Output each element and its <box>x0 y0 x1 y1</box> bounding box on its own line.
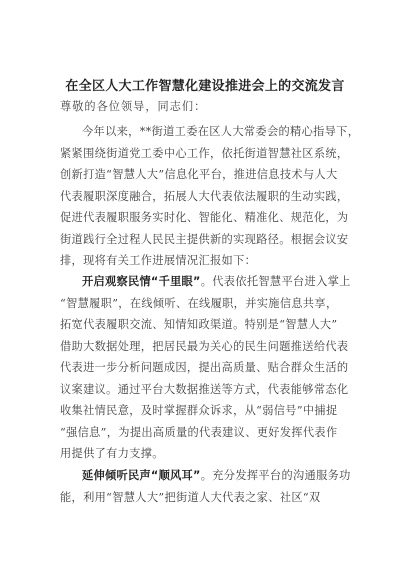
page-title: 在全区人大工作智慧化建设推进会上的交流发言 <box>65 79 345 94</box>
paragraph-line: 紧紧围绕街道党工委中心工作，依托街道智慧社区系统， <box>60 146 349 160</box>
section-1-first-line <box>60 271 360 293</box>
section-2-paragraph <box>60 465 360 508</box>
paragraph-line: 用提供了有力支撑。 <box>60 447 164 460</box>
paragraph-line: 收集社情民意，及时掌握群众诉求，从“弱信号”中捕捉 <box>60 404 338 417</box>
section-1-paragraph <box>60 271 360 465</box>
paragraph-line: 促进代表履职服务实时化、智能化、精准化、规范化，为 <box>60 211 349 224</box>
paragraph-line: 能，利用“智慧人大”把街道人大代表之家、社区“双 <box>60 490 321 504</box>
paragraph-line: 议案建议。通过平台大数据推送等方式，代表能够常态化 <box>60 382 349 396</box>
section-2-heading: 延伸倾听民声“顺风耳” <box>82 469 201 482</box>
paragraph-line: 代表进一步分析问题成因，提出高质量、贴合群众生活的 <box>60 361 349 374</box>
paragraph-line: 创新打造“智慧人大”信息化平台，推进信息技术与人大 <box>60 168 338 181</box>
paragraph-line: “强信息”，为提出高质量的代表建议、更好发挥代表作 <box>60 425 338 439</box>
intro-paragraph <box>60 121 360 272</box>
paragraph-line: 拓宽代表履职交流、知情知政渠道。特别是“智慧人大” <box>60 318 338 331</box>
paragraph-line: 今年以来，**街道工委在区人大常委会的精心指导下， <box>82 125 360 138</box>
paragraph-line: 借助大数据处理，把居民最为关心的民生问题推送给代表 <box>60 339 349 353</box>
salutation: 尊敬的各位领导，同志们： <box>60 100 207 113</box>
section-1-first-line-text: 。代表依托智慧平台进入掌上 <box>200 275 351 288</box>
paragraph-line: “智慧履职”，在线倾听、在线履职，并实施信息共享， <box>60 296 338 310</box>
paragraph-line: 街道践行全过程人民民主提供新的实现路径。根据会议安 <box>60 232 349 246</box>
section-1-heading: 开启观察民情“千里眼” <box>82 275 201 288</box>
paragraph-line: 代表履职深度融合，拓展人大代表依法履职的生动实践， <box>60 189 349 203</box>
section-2-first-line <box>60 465 360 487</box>
paragraph-line: 排，现将有关工作进展情况汇报如下： <box>60 254 257 267</box>
section-2-first-line-text: 。充分发挥平台的沟通服务功 <box>200 469 351 482</box>
